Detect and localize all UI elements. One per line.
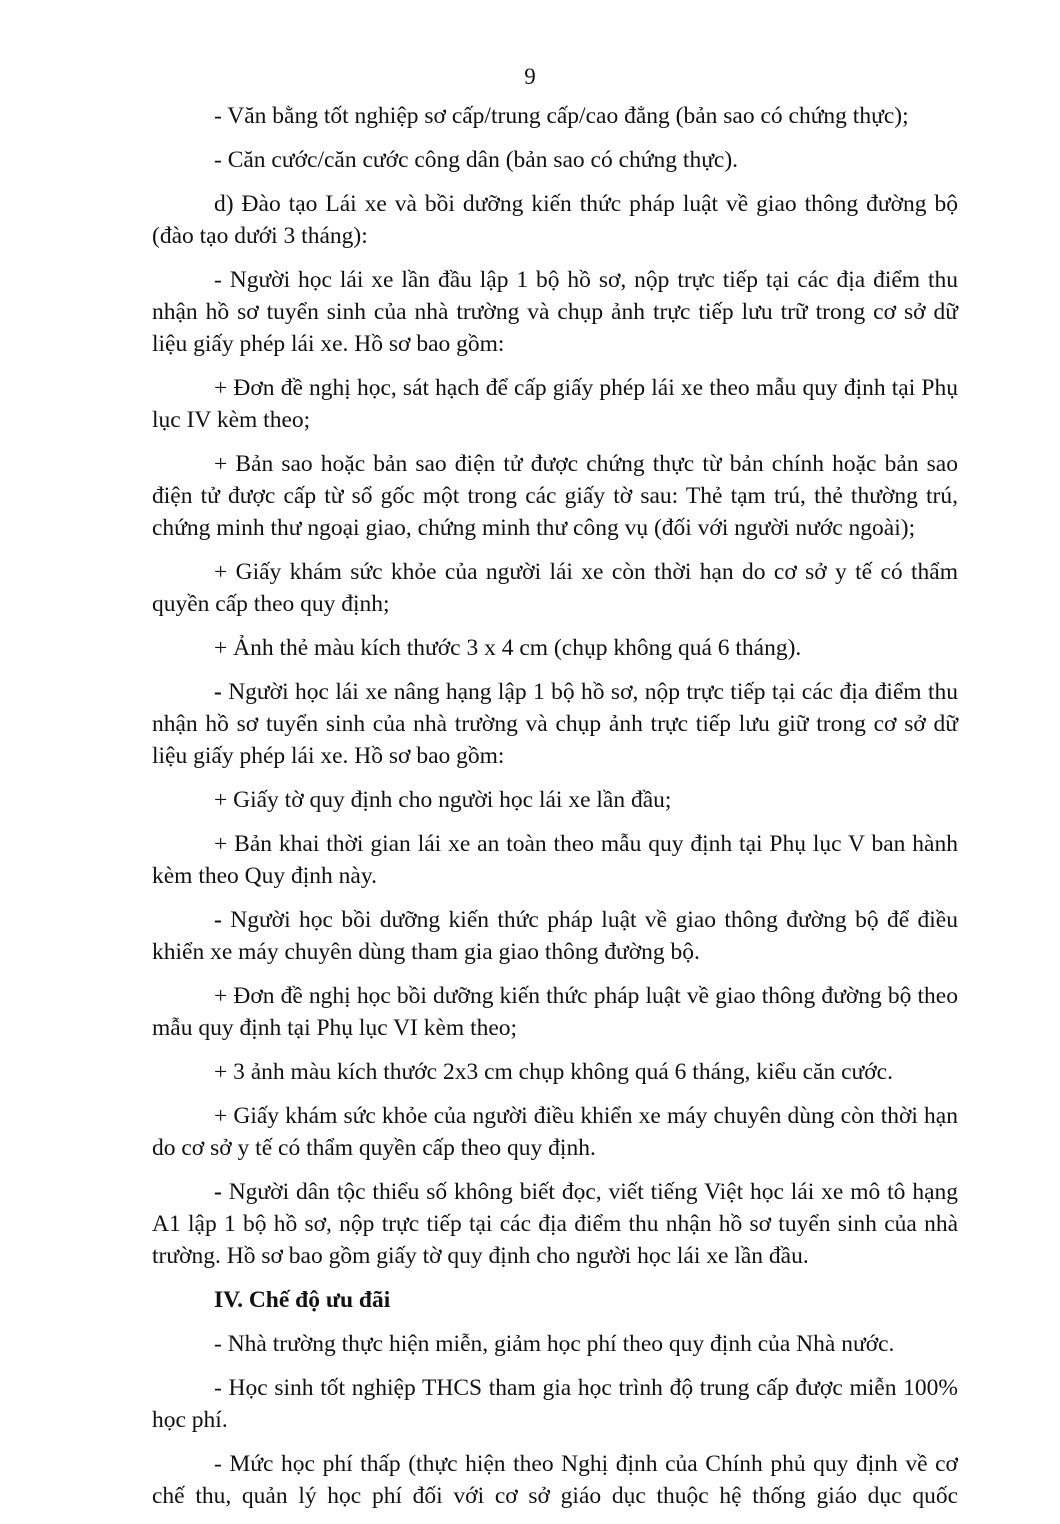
paragraph-first-time-learner: - Người học lái xe lần đầu lập 1 bộ hồ sơ, nộp trực tiếp tại các địa điểm thu nhận hồ sơ tuyển sinh của nhà trường và chụp ảnh trực tiếp lưu trữ trong cơ sở dữ liệu giấy phép lái xe. Hồ sơ bao gồm: (152, 267, 958, 357)
paragraph-operator-health: + Giấy khám sức khỏe của người điều khiển xe máy chuyên dùng còn thời hạn do cơ sở y tế có thẩm quyền cấp theo quy định. (152, 1103, 958, 1161)
paragraph-text: Người học bồi dưỡng kiến thức pháp luật về giao thông đường bộ để điều khiển xe máy chuyên dùng tham gia giao thông đường bộ. (152, 907, 958, 965)
paragraph-safe-driving-declaration: + Bản khai thời gian lái xe an toàn theo mẫu quy định tại Phụ lục V ban hành kèm theo Quy định này. (152, 831, 958, 889)
paragraph-special-vehicle-learner (152, 904, 958, 968)
paragraph-diploma: - Văn bằng tốt nghiệp sơ cấp/trung cấp/cao đẳng (bản sao có chứng thực); (214, 103, 909, 129)
section-heading: IV. Chế độ ưu đãi (214, 1287, 391, 1313)
paragraph-first-time-docs: + Giấy tờ quy định cho người học lái xe lần đầu; (214, 787, 672, 813)
paragraph-fee-exemption: - Nhà trường thực hiện miễn, giảm học phí theo quy định của Nhà nước. (214, 1331, 895, 1357)
paragraph-driver-training: d) Đào tạo Lái xe và bồi dưỡng kiến thức pháp luật về giao thông đường bộ (đào tạo dưới 3 tháng): (152, 191, 958, 249)
paragraph-text: Người dân tộc thiểu số không biết đọc, viết tiếng Việt học lái xe mô tô hạng A1 lập 1 bộ hồ sơ, nộp trực tiếp tại các địa điểm thu nhận hồ sơ tuyển sinh của nhà trường. Hồ sơ bao gồm giấy tờ quy định cho người học lái xe lần đầu. (152, 1179, 958, 1269)
paragraph-ethnic-minority (152, 1176, 958, 1272)
paragraph-law-training-form: + Đơn đề nghị học bồi dưỡng kiến thức pháp luật về giao thông đường bộ theo mẫu quy định tại Phụ lục VI kèm theo; (152, 983, 958, 1041)
paragraph-low-fee: - Mức học phí thấp (thực hiện theo Nghị định của Chính phủ quy định về cơ chế thu, quản lý học phí đối với cơ sở giáo dục thuộc hệ thống giáo dục quốc (152, 1451, 958, 1509)
bold-dash: - (214, 679, 222, 705)
document-body (152, 100, 958, 1524)
paragraph-upgrade-learner (152, 676, 958, 772)
paragraph-health-certificate: + Giấy khám sức khỏe của người lái xe còn thời hạn do cơ sở y tế có thẩm quyền cấp theo quy định; (152, 559, 958, 617)
paragraph-certified-copy: + Bản sao hoặc bản sao điện tử được chứng thực từ bản chính hoặc bản sao điện tử được cấp từ sổ gốc một trong các giấy tờ sau: Thẻ tạm trú, thẻ thường trú, chứng minh thư ngoại giao, chứng minh thư công vụ (đối với người nước ngoài); (152, 451, 958, 541)
paragraph-thcs-exemption: - Học sinh tốt nghiệp THCS tham gia học trình độ trung cấp được miễn 100% học phí. (152, 1375, 958, 1433)
paragraph-photo-3x4: + Ảnh thẻ màu kích thước 3 x 4 cm (chụp không quá 6 tháng). (214, 635, 802, 661)
bold-dash: - (214, 1179, 222, 1205)
paragraph-application-form: + Đơn đề nghị học, sát hạch để cấp giấy phép lái xe theo mẫu quy định tại Phụ lục IV kèm theo; (152, 375, 958, 433)
bold-dash: - (214, 907, 222, 933)
paragraph-text: Người học lái xe nâng hạng lập 1 bộ hồ sơ, nộp trực tiếp tại các địa điểm thu nhận hồ sơ tuyển sinh của nhà trường và chụp ảnh trực tiếp lưu giữ trong cơ sở dữ liệu giấy phép lái xe. Hồ sơ bao gồm: (152, 679, 958, 769)
page-number: 9 (524, 64, 536, 89)
paragraph-photo-2x3: + 3 ảnh màu kích thước 2x3 cm chụp không quá 6 tháng, kiểu căn cước. (214, 1059, 893, 1085)
paragraph-id-card: - Căn cước/căn cước công dân (bản sao có chứng thực). (214, 147, 739, 173)
